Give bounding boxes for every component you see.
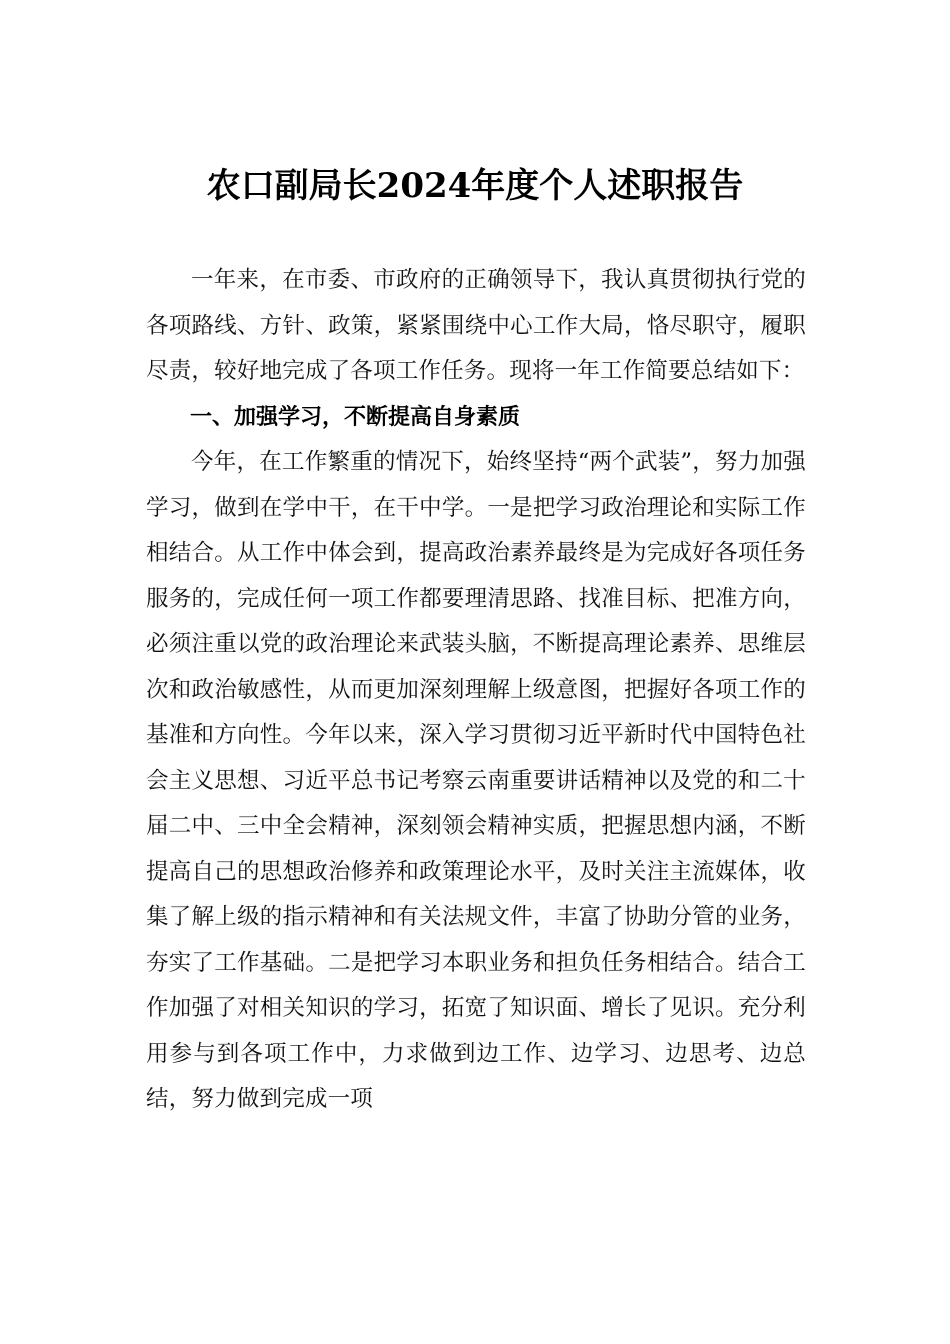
document-title: 农口副局长2024年度个人述职报告 — [206, 166, 744, 206]
section-paragraph: 今年，在工作繁重的情况下，始终坚持“两个武装”，努力加强学习，做到在学中干，在干中学。一是把学习政治理论和实际工作相结合。从工作中体会到，提高政治素养最终是为完成好各项任务服务的，完成任何一项工作都要理清思路、找准目标、把准方向，必须注重以党的政治理论来武装头脑，不断提高理论素养、思维层次和政治敏感性，从而更加深刻理解上级意图，把握好各项工作的基准和方向性。今年以来，深入学习贯彻习近平新时代中国特色社会主义思想、习近平总书记考察云南重要讲话精神以及党的和二十届二中、三中全会精神，深刻领会精神实质，把握思想内涵，不断提高自己的思想政治修养和政策理论水平，及时关注主流媒体，收集了解上级的指示精神和有关法规文件，丰富了协助分管的业务，夯实了工作基础。二是把学习本职业务和担负任务相结合。结合工作加强了对相关知识的学习，拓宽了知识面、增长了见识。充分利用参与到各项工作中，力求做到边工作、边学习、边思考、边总结，努力做到完成一项 — [146, 449, 806, 1112]
intro-paragraph: 一年来，在市委、市政府的正确领导下，我认真贯彻执行党的各项路线、方针、政策，紧紧围绕中心工作大局，恪尽职守，履职尽责，较好地完成了各项工作任务。现将一年工作简要总结如下： — [146, 267, 806, 384]
section-heading: 一、加强学习，不断提高自身素质 — [190, 404, 521, 430]
document-body — [146, 258, 806, 1123]
